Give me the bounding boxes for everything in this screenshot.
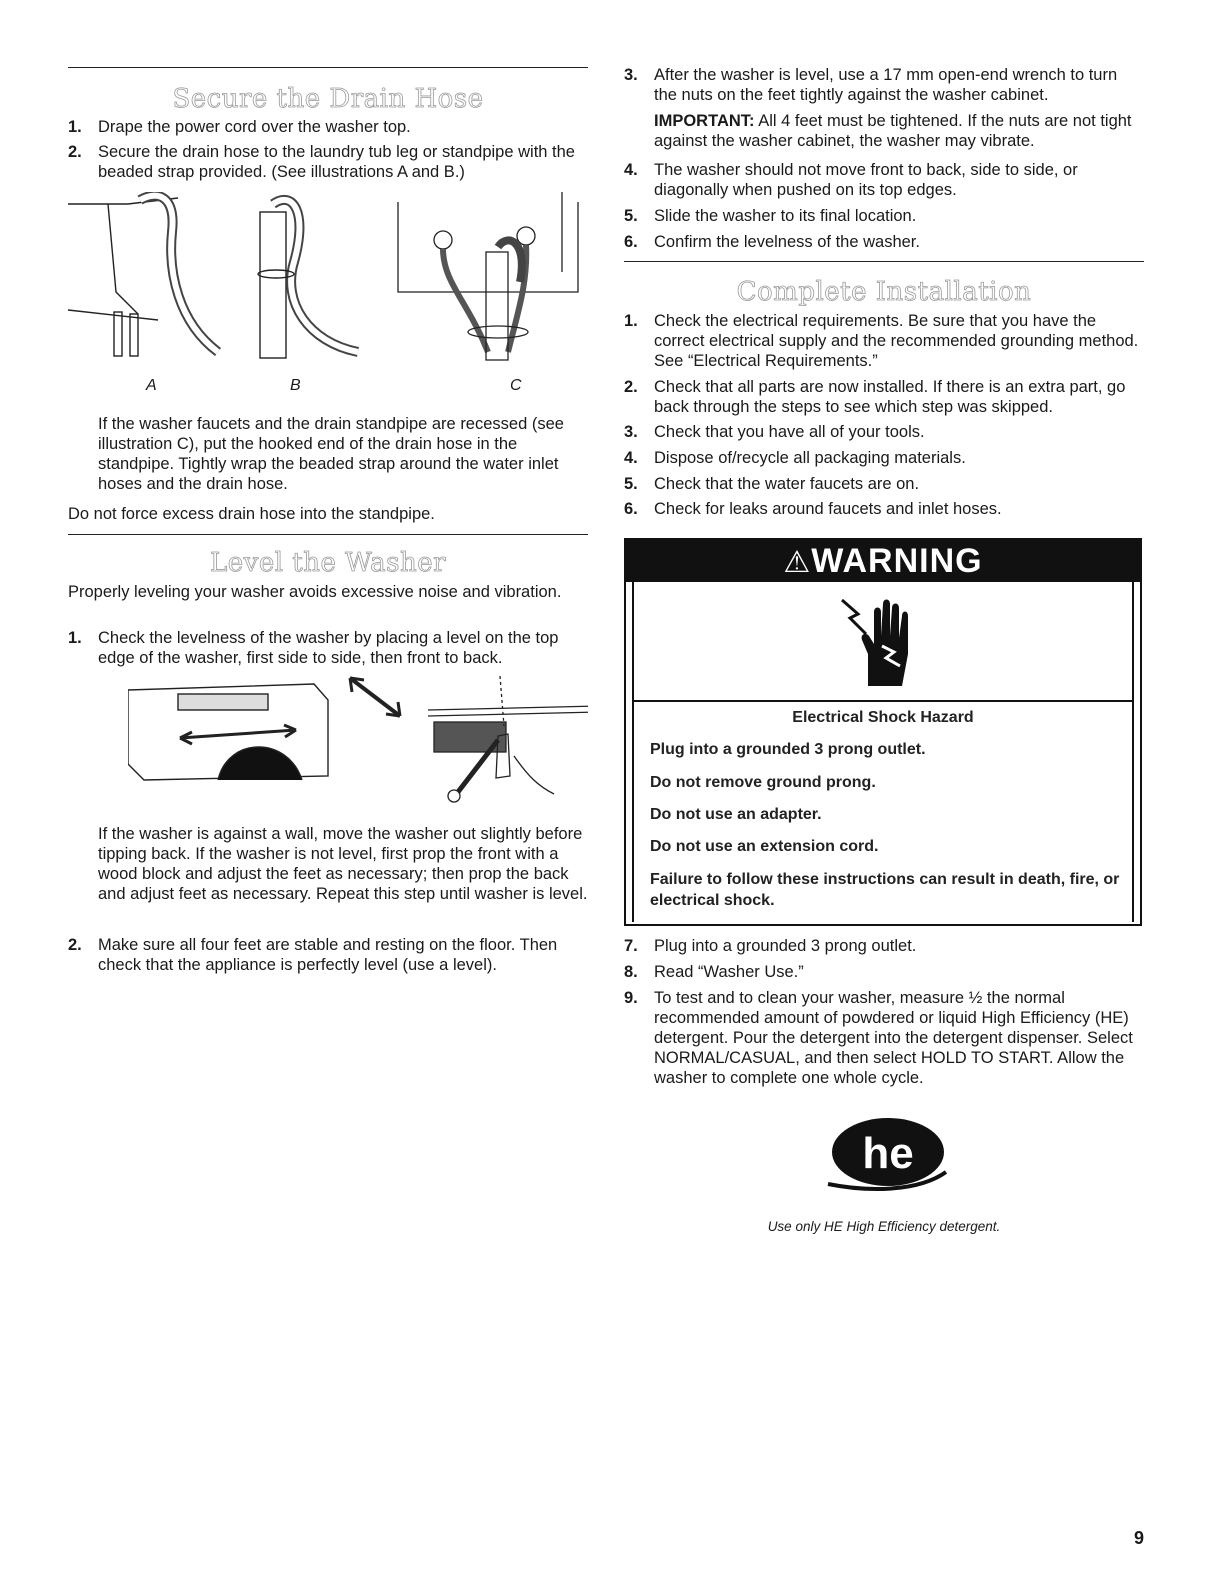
step-text: Check that you have all of your tools. bbox=[654, 423, 925, 441]
step-text: Secure the drain hose to the laundry tub leg or standpipe with the beaded strap provided. (See illustrations A and B.) bbox=[98, 143, 575, 181]
complete-step-5 bbox=[624, 474, 1144, 494]
heading-complete-installation: Complete Installation bbox=[736, 277, 1032, 307]
warning-triangle-icon: ⚠ bbox=[783, 546, 812, 579]
step-number: 6. bbox=[624, 500, 638, 518]
warning-line-4: Do not use an extension cord. bbox=[650, 838, 879, 855]
illustration-b bbox=[258, 200, 358, 358]
he-logo bbox=[818, 1112, 958, 1196]
heading-secure-drain-hose: Secure the Drain Hose bbox=[172, 84, 484, 114]
step-text: Check the levelness of the washer by placing a level on the top edge of the washer, first side to side, then front to back. bbox=[98, 629, 559, 667]
leveling-illustrations bbox=[128, 676, 588, 816]
recessed-faucets-paragraph: If the washer faucets and the drain standpipe are recessed (see illustration C), put the hooked end of the drain hose in the standpipe. Tightly wrap the beaded strap around the water inlet hoses and the drain hose. bbox=[98, 415, 564, 493]
drain-hose-illustrations bbox=[68, 192, 588, 368]
important-text: All 4 feet must be tightened. If the nuts are not tight against the washer cabinet, the washer may vibrate. bbox=[654, 112, 1132, 150]
section-divider bbox=[68, 67, 588, 68]
warning-title bbox=[626, 540, 1140, 582]
level-step-2 bbox=[68, 935, 588, 975]
figure-label-b: B bbox=[290, 377, 301, 394]
level-step-3 bbox=[624, 65, 1144, 105]
hazard-title: Electrical Shock Hazard bbox=[792, 709, 974, 726]
warning-line-5: Failure to follow these instructions can result in death, fire, or electrical shock. bbox=[650, 871, 1120, 909]
step-number: 7. bbox=[624, 937, 638, 955]
step-number: 2. bbox=[68, 143, 82, 161]
section-divider bbox=[68, 534, 588, 535]
level-step-6 bbox=[624, 232, 1144, 252]
step-number: 4. bbox=[624, 449, 638, 467]
detergent-caption: Use only HE High Efficiency detergent. bbox=[767, 1219, 1001, 1234]
drain-step-2 bbox=[68, 142, 588, 182]
complete-step-1 bbox=[624, 311, 1144, 371]
step-text: Make sure all four feet are stable and resting on the floor. Then check that the appliance is perfectly level (use a level). bbox=[98, 936, 558, 974]
important-note bbox=[654, 111, 1144, 151]
warning-title-text: WARNING bbox=[811, 542, 983, 580]
step-number: 2. bbox=[68, 936, 82, 954]
level-step-4 bbox=[624, 160, 1144, 200]
step-text: After the washer is level, use a 17 mm open-end wrench to turn the nuts on the feet tightly against the washer cabinet. bbox=[654, 66, 1118, 104]
step-text: Drape the power cord over the washer top. bbox=[98, 118, 411, 136]
level-step-1 bbox=[68, 628, 588, 668]
step-number: 4. bbox=[624, 161, 638, 179]
step-number: 1. bbox=[68, 629, 82, 647]
step-text: Read “Washer Use.” bbox=[654, 963, 804, 981]
heading-level-washer: Level the Washer bbox=[209, 548, 447, 578]
complete-step-8 bbox=[624, 962, 1144, 982]
step-text: The washer should not move front to back, side to side, or diagonally when pushed on its top edges. bbox=[654, 161, 1078, 199]
step-number: 3. bbox=[624, 66, 638, 84]
section-divider bbox=[624, 261, 1144, 262]
complete-step-4 bbox=[624, 448, 1144, 468]
warning-line-2: Do not remove ground prong. bbox=[650, 774, 876, 791]
step-number: 2. bbox=[624, 378, 638, 396]
complete-step-7 bbox=[624, 936, 1144, 956]
step-text: Confirm the levelness of the washer. bbox=[654, 233, 920, 251]
washer-level-illustration bbox=[128, 678, 400, 780]
step-text: Check for leaks around faucets and inlet hoses. bbox=[654, 500, 1002, 518]
step-number: 6. bbox=[624, 233, 638, 251]
step-number: 8. bbox=[624, 963, 638, 981]
figure-label-a: A bbox=[146, 377, 157, 394]
warning-box bbox=[624, 538, 1142, 926]
step-number: 5. bbox=[624, 207, 638, 225]
step-number: 1. bbox=[68, 118, 82, 136]
step-text: Check that the water faucets are on. bbox=[654, 475, 920, 493]
warning-line-3: Do not use an adapter. bbox=[650, 806, 822, 823]
step-number: 5. bbox=[624, 475, 638, 493]
level-intro-paragraph: Properly leveling your washer avoids excessive noise and vibration. bbox=[68, 583, 562, 601]
complete-step-6 bbox=[624, 499, 1144, 519]
step-text: Plug into a grounded 3 prong outlet. bbox=[654, 937, 917, 955]
drain-note-paragraph: Do not force excess drain hose into the standpipe. bbox=[68, 505, 435, 523]
warning-divider bbox=[632, 700, 1134, 702]
complete-step-2 bbox=[624, 377, 1144, 417]
drain-step-1 bbox=[68, 117, 588, 137]
step-text: Check the electrical requirements. Be sure that you have the correct electrical supply and the recommended grounding method. See “Electrical Requirements.” bbox=[654, 312, 1139, 370]
step-number: 3. bbox=[624, 423, 638, 441]
illustration-c bbox=[398, 192, 578, 360]
illustration-a bbox=[68, 196, 218, 356]
electric-shock-hand-icon bbox=[836, 592, 928, 690]
step-text: Dispose of/recycle all packaging materials. bbox=[654, 449, 966, 467]
warning-line-1: Plug into a grounded 3 prong outlet. bbox=[650, 741, 926, 758]
step-text: To test and to clean your washer, measure ½ the normal recommended amount of powdered or liquid High Efficiency (HE) detergent. Pour the detergent into the detergent dispenser. Select NORMAL/CASUAL, and then select HOLD TO START. Allow the washer to complete one whole cycle. bbox=[654, 989, 1133, 1087]
complete-step-3 bbox=[624, 422, 1144, 442]
wrench-foot-illustration bbox=[428, 676, 588, 802]
wall-tipping-paragraph: If the washer is against a wall, move the washer out slightly before tipping back. If the washer is not level, first prop the front with a wood block and adjust the feet as necessary; then prop the back and adjust feet as necessary. Repeat this step until washer is level. bbox=[98, 825, 588, 903]
complete-step-9 bbox=[624, 988, 1144, 1088]
important-label: IMPORTANT: bbox=[654, 112, 755, 130]
level-step-5 bbox=[624, 206, 1144, 226]
step-text: Check that all parts are now installed. If there is an extra part, go back through the steps to see which step was skipped. bbox=[654, 378, 1126, 416]
figure-label-c: C bbox=[510, 377, 522, 394]
step-text: Slide the washer to its final location. bbox=[654, 207, 917, 225]
step-number: 9. bbox=[624, 989, 638, 1007]
step-number: 1. bbox=[624, 312, 638, 330]
page-number: 9 bbox=[1133, 1528, 1144, 1548]
he-logo-text: he bbox=[862, 1129, 914, 1178]
